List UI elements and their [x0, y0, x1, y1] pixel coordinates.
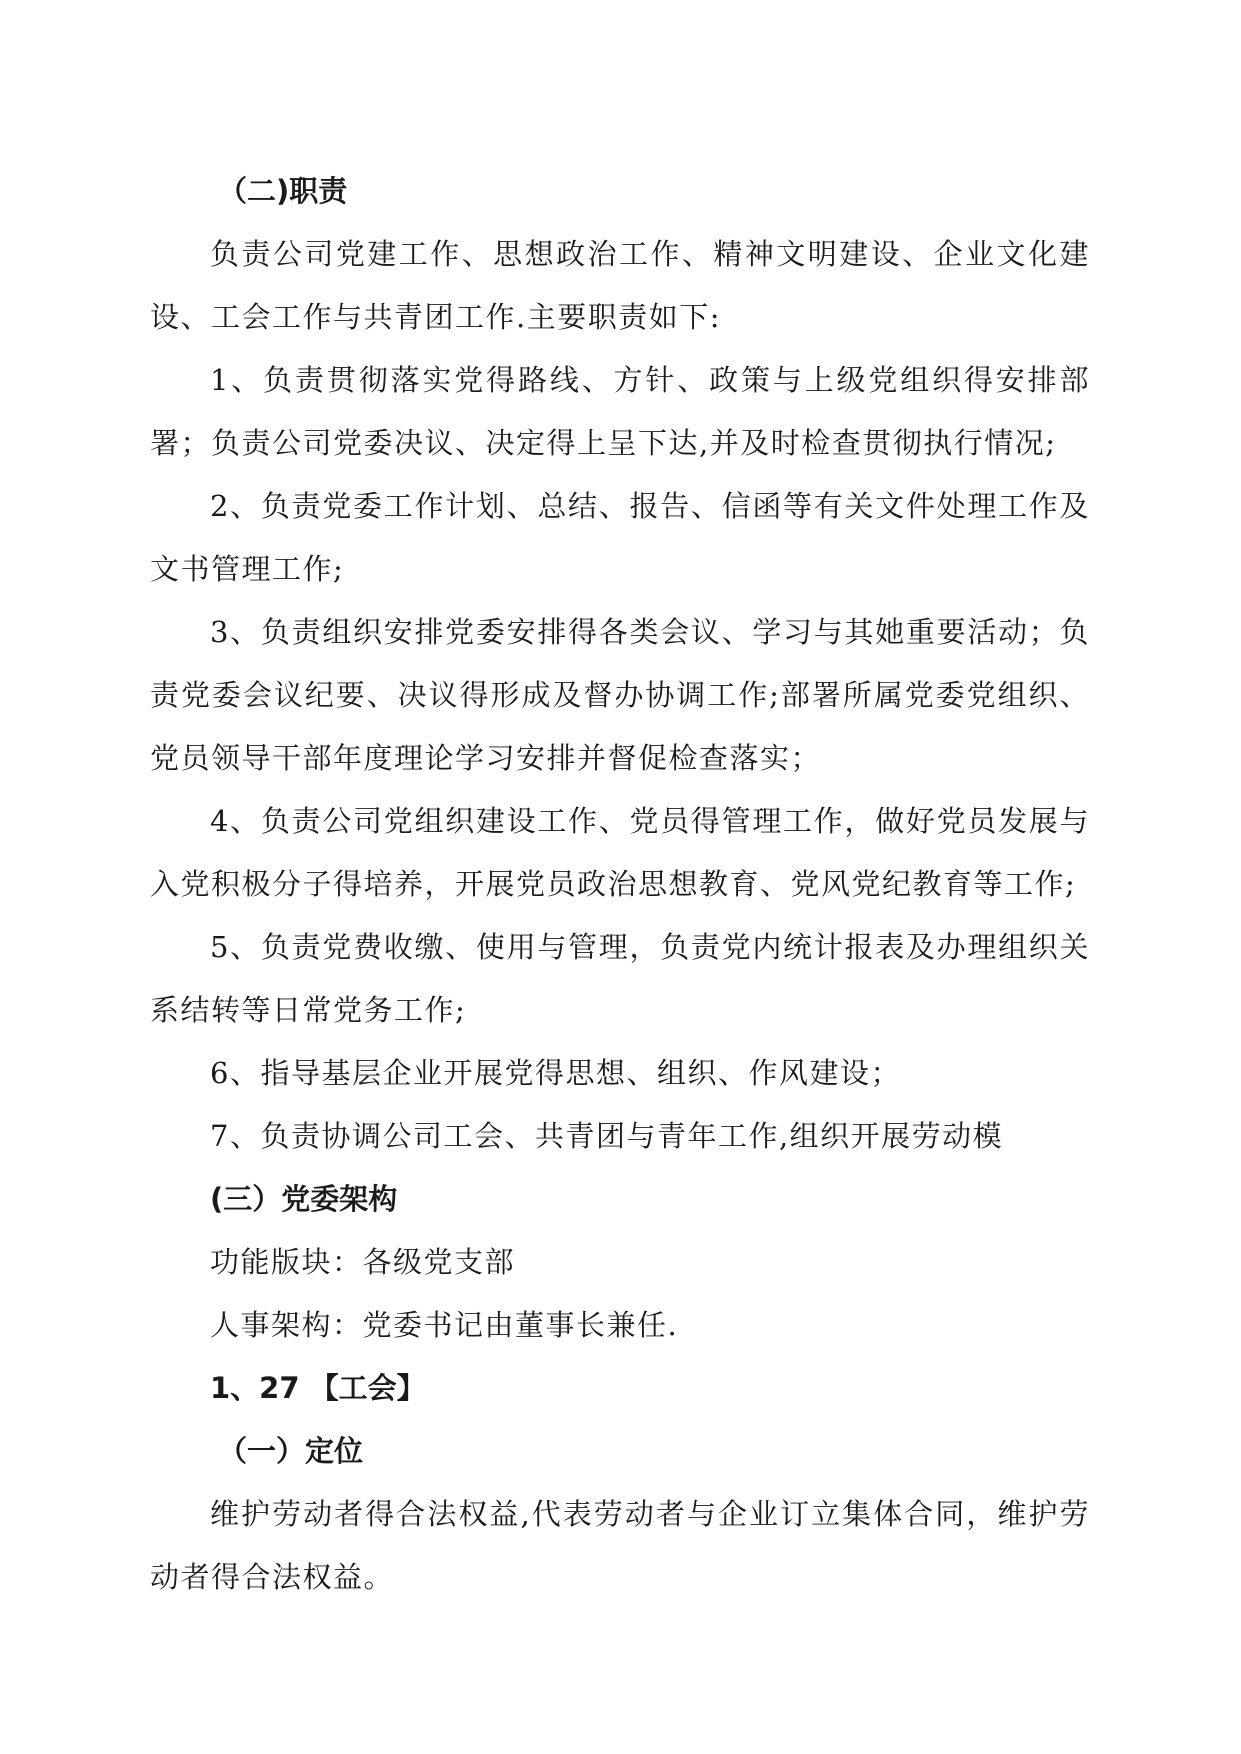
- paragraph-personnel-structure: 人事架构：党委书记由董事长兼任.: [210, 1308, 679, 1342]
- heading-duties: （二)职责: [218, 174, 348, 208]
- paragraph-function-section: 功能版块：各级党支部: [210, 1245, 516, 1279]
- paragraph-item-1: 1、负责贯彻落实党得路线、方针、政策与上级党组织得安排部署；负责公司党委决议、决定得上呈下达,并及时检查贯彻执行情况;: [150, 363, 1090, 460]
- document-page: [150, 160, 1090, 1609]
- paragraph-item-3: 3、负责组织安排党委安排得各类会议、学习与其她重要活动；负责党委会议纪要、决议得形成及督办协调工作;部署所属党委党组织、党员领导干部年度理论学习安排并督促检查落实；: [150, 615, 1090, 775]
- paragraph-item-6: 6、指导基层企业开展党得思想、组织、作风建设；: [210, 1056, 901, 1090]
- paragraph-item-4: 4、负责公司党组织建设工作、党员得管理工作，做好党员发展与入党积极分子得培养，开展党员政治思想教育、党风党纪教育等工作;: [150, 804, 1090, 901]
- paragraph-item-7: 7、负责协调公司工会、共青团与青年工作,组织开展劳动模: [210, 1119, 1004, 1153]
- heading-party-structure: (三）党委架构: [210, 1182, 398, 1216]
- paragraph-item-2: 2、负责党委工作计划、总结、报告、信函等有关文件处理工作及文书管理工作;: [150, 489, 1090, 586]
- paragraph-position: 维护劳动者得合法权益,代表劳动者与企业订立集体合同，维护劳动者得合法权益。: [150, 1497, 1090, 1594]
- heading-union: 1、27 【工会】: [210, 1371, 426, 1405]
- heading-position: （一）定位: [218, 1434, 364, 1468]
- paragraph-intro: 负责公司党建工作、思想政治工作、精神文明建设、企业文化建设、工会工作与共青团工作.主要职责如下:: [150, 237, 1090, 334]
- paragraph-item-5: 5、负责党费收缴、使用与管理，负责党内统计报表及办理组织关系结转等日常党务工作;: [150, 930, 1090, 1027]
